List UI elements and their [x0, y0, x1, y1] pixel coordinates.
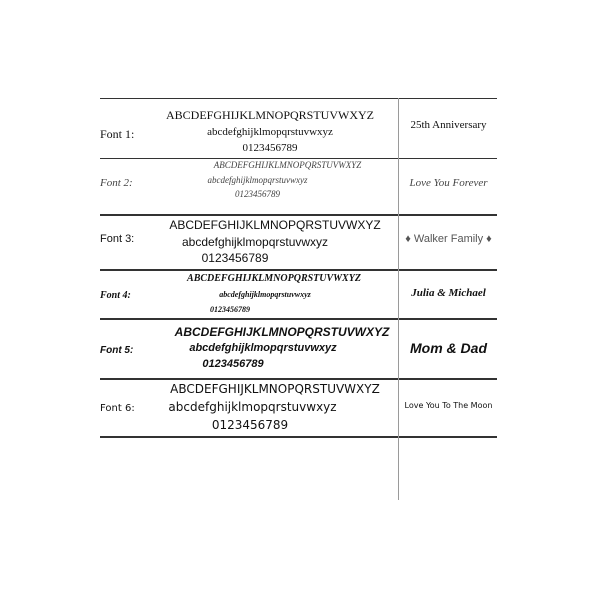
row-divider: [100, 318, 497, 320]
row-divider: [100, 269, 497, 271]
digits-sample: 0123456789: [210, 305, 250, 314]
font-label: Font 4:: [100, 290, 131, 301]
lowercase-sample: abcdefghijklmopqrstuvwxyz: [207, 126, 333, 138]
font-label: Font 1:: [100, 127, 135, 141]
example-text: Love You To The Moon: [404, 401, 493, 410]
example-text: Love You Forever: [409, 177, 488, 189]
row-divider: [100, 98, 497, 99]
digits-sample: 0123456789: [242, 142, 298, 154]
lowercase-sample: abcdefghijklmopqrstuvwxyz: [189, 342, 337, 354]
example-text: 25th Anniversary: [410, 119, 487, 131]
column-divider: [398, 98, 399, 500]
row-divider: [100, 158, 497, 159]
font-label: Font 5:: [100, 345, 134, 356]
digits-sample: 0123456789: [202, 358, 264, 370]
example-text: Mom & Dad: [410, 340, 487, 356]
uppercase-sample: ABCDEFGHIJKLMNOPQRSTUVWXYZ: [169, 218, 381, 232]
uppercase-sample: ABCDEFGHIJKLMNOPQRSTUVWXYZ: [213, 160, 362, 170]
row-divider: [100, 378, 497, 380]
digits-sample: 0123456789: [211, 418, 289, 432]
digits-sample: 0123456789: [201, 251, 269, 265]
font-label: Font 3:: [100, 233, 135, 245]
lowercase-sample: abcdefghijklmopqrstuvwxyz: [207, 175, 308, 185]
example-text: Julia & Michael: [411, 287, 486, 299]
uppercase-sample: ABCDEFGHIJKLMNOPQRSTUVWXYZ: [165, 108, 374, 122]
font-label: Font 2:: [100, 177, 133, 189]
example-text: ♦ Walker Family ♦: [405, 233, 492, 245]
uppercase-sample: ABCDEFGHIJKLMNOPQRSTUVWXYZ: [174, 325, 390, 339]
row-divider: [100, 436, 497, 438]
lowercase-sample: abcdefghijklmopqrstuvwxyz: [219, 290, 311, 299]
lowercase-sample: abcdefghijklmopqrstuvwxyz: [168, 400, 337, 414]
row-divider: [100, 214, 497, 216]
font-label: Font 6:: [100, 403, 135, 414]
uppercase-sample: ABCDEFGHIJKLMNOPQRSTUVWXYZ: [170, 382, 380, 396]
lowercase-sample: abcdefghijklmopqrstuvwxyz: [181, 235, 329, 249]
uppercase-sample: ABCDEFGHIJKLMNOPQRSTUVWXYZ: [187, 273, 361, 284]
digits-sample: 0123456789: [235, 189, 280, 199]
